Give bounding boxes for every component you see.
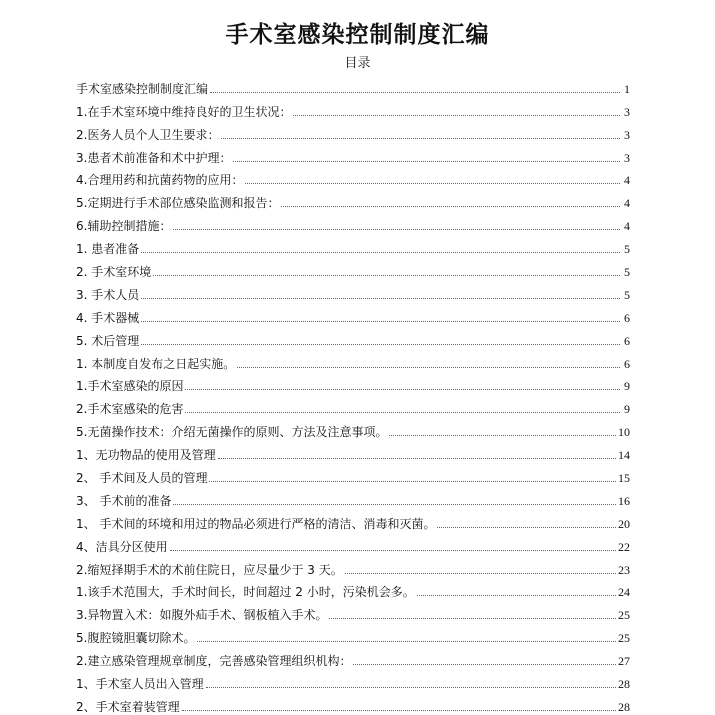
toc-entry-page-number: 1 bbox=[624, 81, 630, 96]
toc-entry[interactable] bbox=[76, 142, 630, 165]
toc-entry-label: 5.无菌操作技术：介绍无菌操作的原则、方法及注意事项。 bbox=[76, 425, 388, 440]
toc-entry-label: 4.合理用药和抗菌药物的应用： bbox=[76, 173, 244, 188]
document-title: 手术室感染控制制度汇编 bbox=[225, 22, 490, 48]
toc-dot-leader bbox=[153, 274, 620, 276]
toc-entry[interactable] bbox=[76, 325, 630, 348]
table-of-contents bbox=[76, 73, 630, 714]
toc-entry[interactable] bbox=[76, 668, 630, 691]
toc-entry-page-number: 4 bbox=[624, 219, 630, 234]
toc-entry-label: 1. 本制度自发布之日起实施。 bbox=[76, 356, 236, 371]
toc-entry-page-number: 3 bbox=[624, 104, 630, 119]
toc-entry[interactable] bbox=[76, 165, 630, 188]
toc-entry-page-number: 16 bbox=[618, 493, 630, 508]
toc-entry-label: 1.在手术室环境中维持良好的卫生状况： bbox=[76, 104, 292, 119]
toc-entry-label: 4. 手术器械 bbox=[76, 310, 140, 325]
toc-entry-page-number: 6 bbox=[624, 333, 630, 348]
toc-entry[interactable] bbox=[76, 187, 630, 210]
toc-entry-label: 2.手术室感染的危害 bbox=[76, 402, 184, 417]
toc-heading: 目录 bbox=[344, 56, 371, 71]
toc-entry[interactable] bbox=[76, 599, 630, 622]
toc-entry-label: 3. 手术人员 bbox=[76, 287, 140, 302]
toc-entry-page-number: 28 bbox=[618, 677, 630, 692]
toc-entry[interactable] bbox=[76, 348, 630, 371]
toc-entry-page-number: 3 bbox=[624, 150, 630, 165]
toc-entry-label: 1、无功物品的使用及管理 bbox=[76, 448, 216, 463]
toc-entry-page-number: 25 bbox=[618, 608, 630, 623]
toc-dot-leader bbox=[185, 411, 620, 413]
toc-entry[interactable] bbox=[76, 73, 630, 96]
toc-dot-leader bbox=[353, 663, 616, 665]
toc-entry-label: 手术室感染控制制度汇编 bbox=[76, 81, 209, 96]
toc-entry-page-number: 24 bbox=[618, 585, 630, 600]
toc-entry-page-number: 5 bbox=[624, 265, 630, 280]
toc-dot-leader bbox=[437, 526, 616, 528]
toc-entry-page-number: 6 bbox=[624, 356, 630, 371]
toc-dot-leader bbox=[141, 251, 620, 253]
toc-entry-page-number: 15 bbox=[618, 471, 630, 486]
toc-entry[interactable] bbox=[76, 462, 630, 485]
toc-entry[interactable] bbox=[76, 485, 630, 508]
toc-dot-leader bbox=[245, 182, 620, 184]
toc-entry-label: 1.手术室感染的原因 bbox=[76, 379, 184, 394]
toc-entry-page-number: 22 bbox=[618, 539, 630, 554]
toc-entry[interactable] bbox=[76, 531, 630, 554]
toc-entry[interactable] bbox=[76, 371, 630, 394]
toc-entry-page-number: 4 bbox=[624, 196, 630, 211]
toc-dot-leader bbox=[182, 709, 616, 711]
toc-entry[interactable] bbox=[76, 645, 630, 668]
toc-dot-leader bbox=[141, 297, 620, 299]
toc-entry-page-number: 28 bbox=[618, 699, 630, 714]
toc-entry-page-number: 6 bbox=[624, 310, 630, 325]
toc-entry-label: 4、洁具分区使用 bbox=[76, 539, 168, 554]
toc-entry[interactable] bbox=[76, 233, 630, 256]
toc-dot-leader bbox=[221, 137, 620, 139]
toc-dot-leader bbox=[173, 503, 616, 505]
toc-dot-leader bbox=[417, 594, 616, 596]
toc-entry[interactable] bbox=[76, 577, 630, 600]
toc-entry[interactable] bbox=[76, 96, 630, 119]
toc-entry[interactable] bbox=[76, 439, 630, 462]
toc-dot-leader bbox=[141, 343, 620, 345]
toc-entry-page-number: 4 bbox=[624, 173, 630, 188]
toc-entry-page-number: 9 bbox=[624, 402, 630, 417]
toc-dot-leader bbox=[218, 457, 616, 459]
toc-entry-page-number: 27 bbox=[618, 654, 630, 669]
toc-dot-leader bbox=[345, 572, 616, 574]
toc-entry[interactable] bbox=[76, 279, 630, 302]
toc-entry-page-number: 10 bbox=[618, 425, 630, 440]
toc-dot-leader bbox=[197, 640, 616, 642]
toc-dot-leader bbox=[329, 617, 616, 619]
toc-entry-page-number: 9 bbox=[624, 379, 630, 394]
toc-entry[interactable] bbox=[76, 416, 630, 439]
toc-entry-label: 2、手术室着装管理 bbox=[76, 699, 180, 714]
toc-dot-leader bbox=[389, 434, 616, 436]
toc-entry-label: 2.医务人员个人卫生要求： bbox=[76, 127, 220, 142]
toc-entry-label: 5. 术后管理 bbox=[76, 333, 140, 348]
toc-entry[interactable] bbox=[76, 302, 630, 325]
toc-entry-page-number: 23 bbox=[618, 562, 630, 577]
toc-entry-page-number: 5 bbox=[624, 287, 630, 302]
toc-entry-label: 5.定期进行手术部位感染监测和报告： bbox=[76, 196, 280, 211]
toc-dot-leader bbox=[233, 160, 620, 162]
toc-entry-label: 5.腹腔镜胆囊切除术。 bbox=[76, 631, 196, 646]
toc-dot-leader bbox=[237, 366, 620, 368]
toc-dot-leader bbox=[209, 480, 616, 482]
toc-dot-leader bbox=[281, 205, 620, 207]
toc-dot-leader bbox=[170, 549, 616, 551]
toc-dot-leader bbox=[141, 320, 620, 322]
toc-entry[interactable] bbox=[76, 393, 630, 416]
toc-entry-label: 6.辅助控制措施： bbox=[76, 219, 172, 234]
toc-entry[interactable] bbox=[76, 256, 630, 279]
toc-entry-label: 1.该手术范围大，手术时间长，时间超过 2 小时，污染机会多。 bbox=[76, 585, 415, 600]
toc-entry-page-number: 14 bbox=[618, 448, 630, 463]
toc-entry-label: 3.患者术前准备和术中护理： bbox=[76, 150, 232, 165]
toc-dot-leader bbox=[293, 114, 620, 116]
toc-entry-label: 1、手术室人员出入管理 bbox=[76, 677, 204, 692]
toc-dot-leader bbox=[185, 388, 620, 390]
toc-dot-leader bbox=[173, 228, 620, 230]
toc-entry-label: 1. 患者准备 bbox=[76, 242, 140, 257]
toc-entry[interactable] bbox=[76, 508, 630, 531]
toc-entry-label: 2.建立感染管理规章制度，完善感染管理组织机构： bbox=[76, 654, 352, 669]
toc-entry-page-number: 20 bbox=[618, 516, 630, 531]
toc-entry-label: 1、 手术间的环境和用过的物品必须进行严格的清洁、消毒和灭菌。 bbox=[76, 516, 436, 531]
toc-entry-label: 2、 手术间及人员的管理 bbox=[76, 471, 208, 486]
toc-entry-label: 3.异物置入术：如腹外疝手术、钢板植入手术。 bbox=[76, 608, 328, 623]
toc-entry-page-number: 25 bbox=[618, 631, 630, 646]
toc-entry-label: 2.缩短择期手术的术前住院日，应尽量少于 3 天。 bbox=[76, 562, 343, 577]
toc-entry[interactable] bbox=[76, 691, 630, 714]
toc-dot-leader bbox=[210, 91, 620, 93]
toc-entry[interactable] bbox=[76, 210, 630, 233]
toc-entry-label: 2. 手术室环境 bbox=[76, 265, 152, 280]
toc-entry-label: 3、 手术前的准备 bbox=[76, 493, 172, 508]
toc-entry[interactable] bbox=[76, 119, 630, 142]
toc-entry[interactable] bbox=[76, 622, 630, 645]
toc-entry-page-number: 3 bbox=[624, 127, 630, 142]
toc-dot-leader bbox=[206, 686, 616, 688]
toc-entry[interactable] bbox=[76, 554, 630, 577]
toc-entry-page-number: 5 bbox=[624, 242, 630, 257]
